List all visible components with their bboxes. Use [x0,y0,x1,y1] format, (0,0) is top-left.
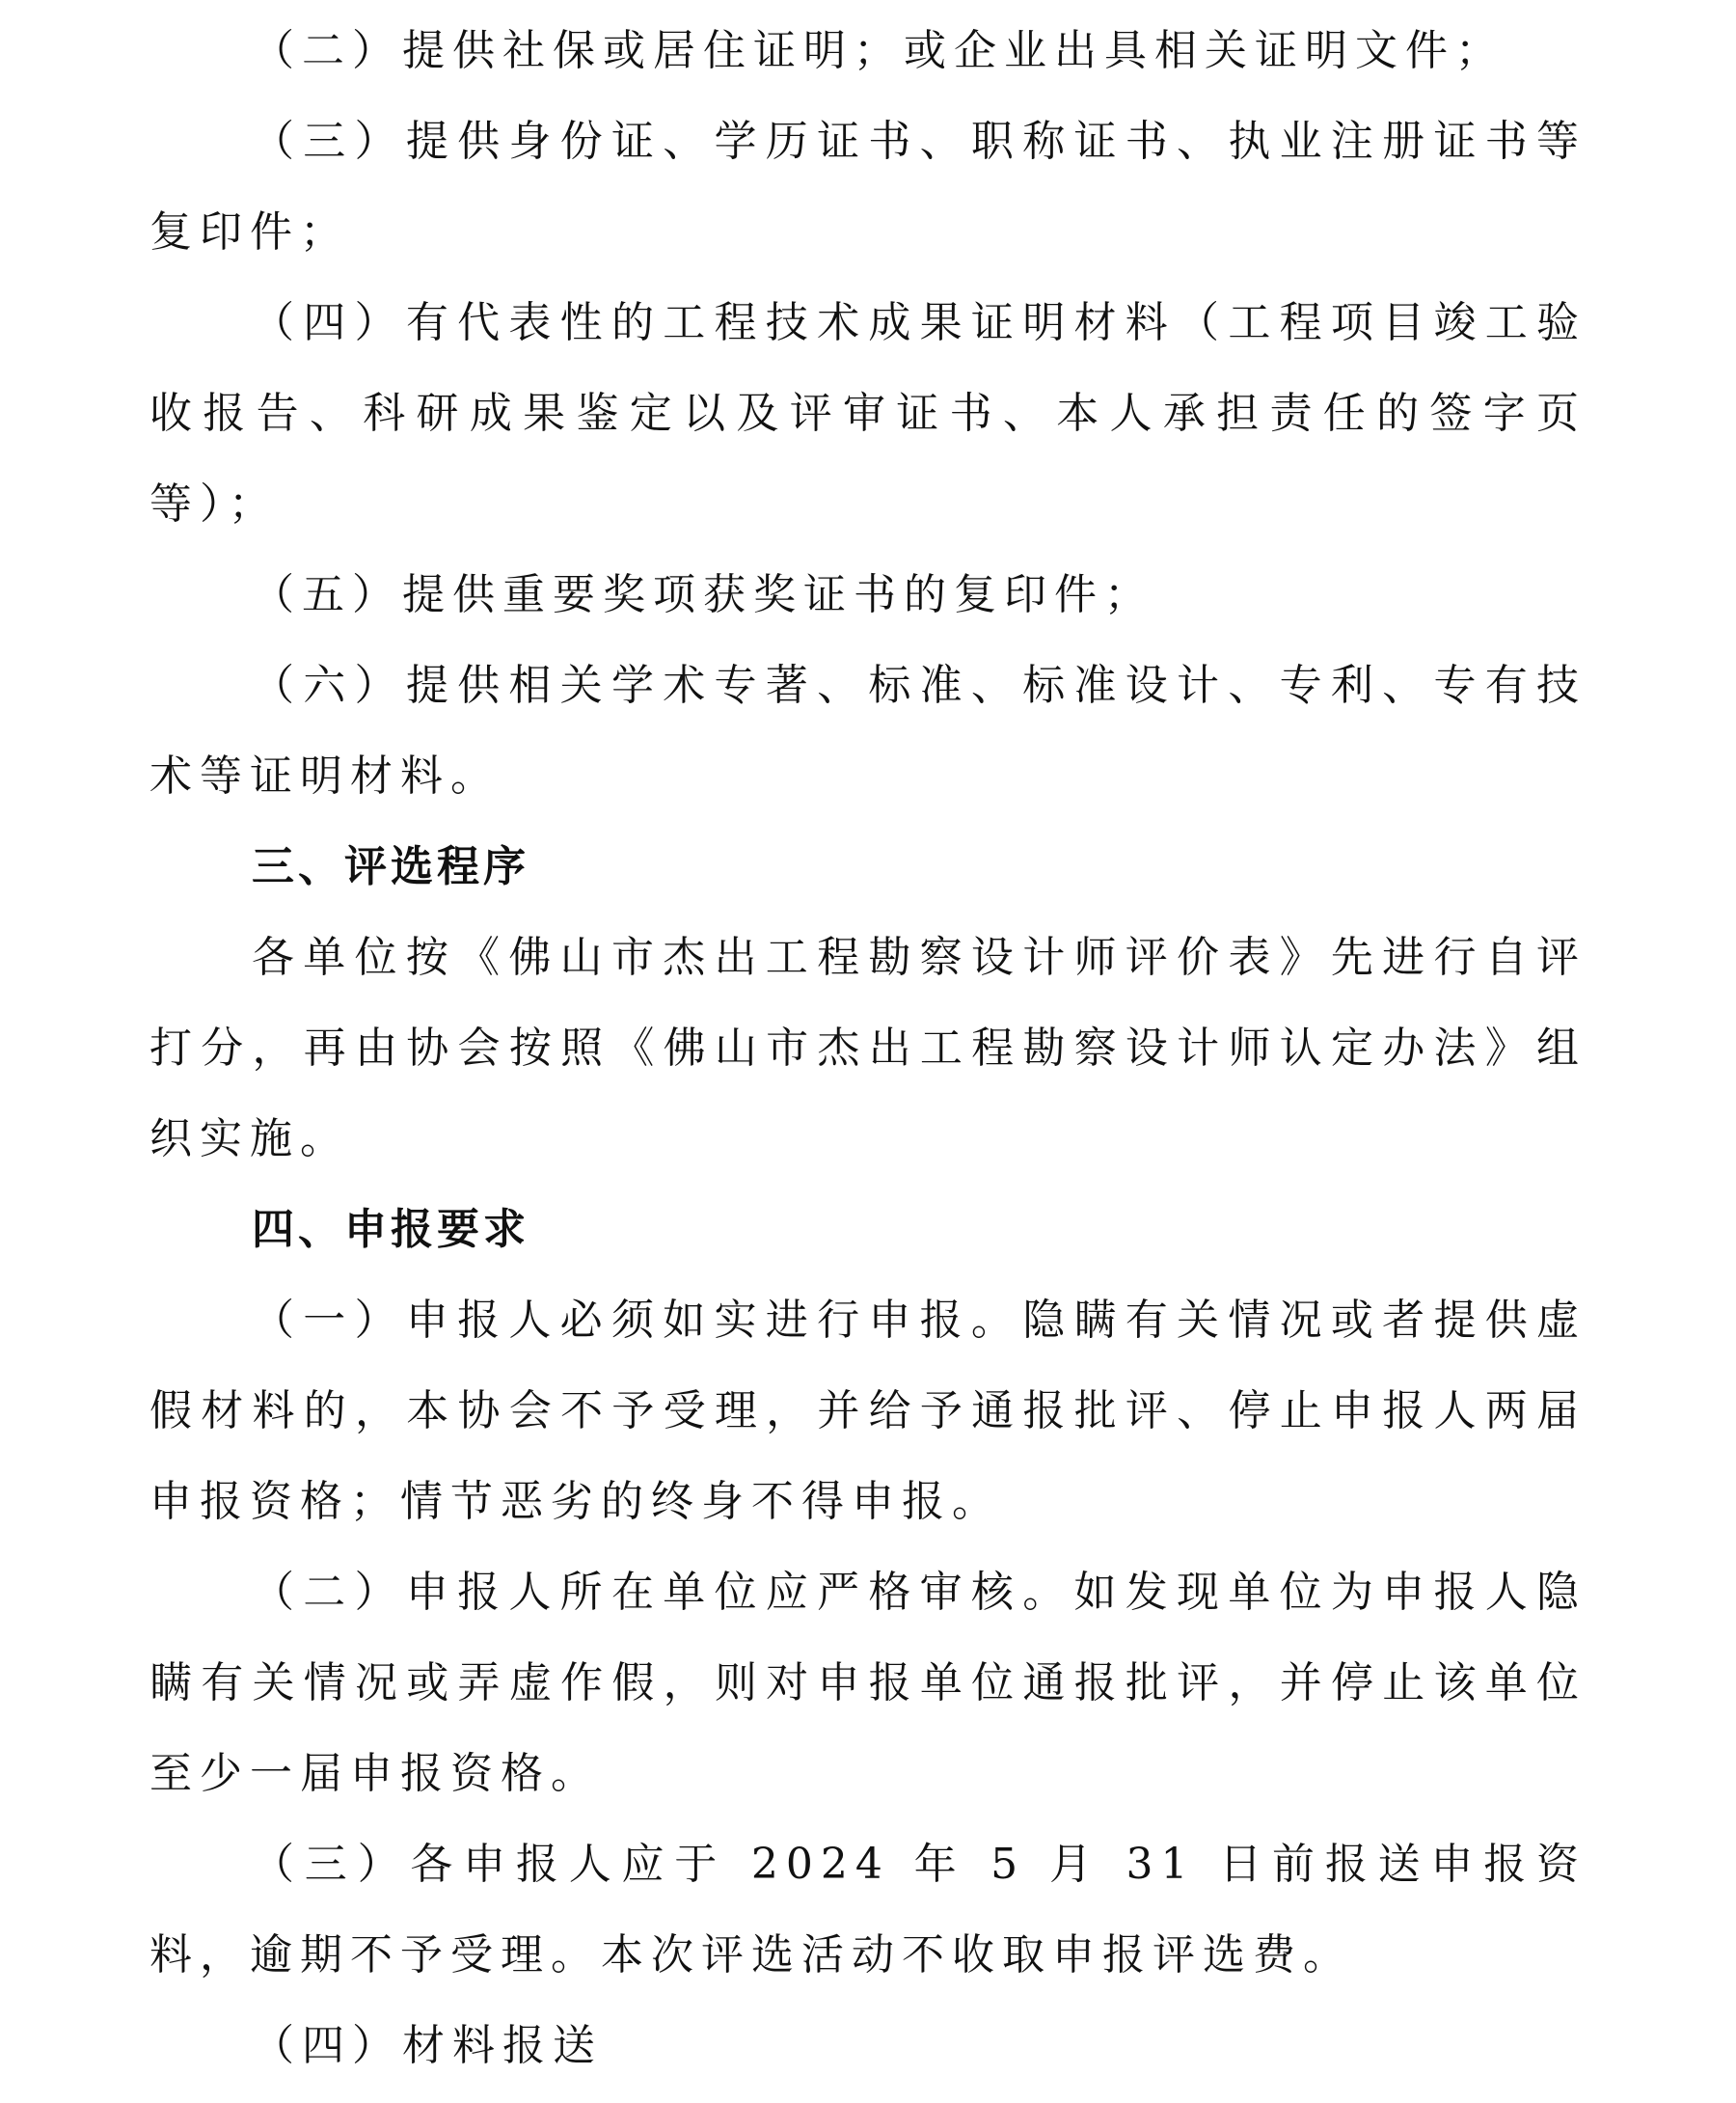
requirement-item-4: （四）材料报送 [252,2021,603,2070]
list-item-3: （三）提供身份证、学历证书、职称证书、执业注册证书等复印件； [149,117,1587,257]
section-heading-evaluation-procedure: 三、评选程序 [252,842,529,891]
requirement-item-2: （二）申报人所在单位应严格审核。如发现单位为申报人隐瞒有关情况或弄虚作假，则对申报单位通报批评，并停止该单位至少一届申报资格。 [149,1568,1587,1798]
list-item-4: （四）有代表性的工程技术成果证明材料（工程项目竣工验收报告、科研成果鉴定以及评审证书、本人承担责任的签字页等）； [149,298,1587,529]
body-paragraph: 各单位按《佛山市杰出工程勘察设计师评价表》先进行自评打分，再由协会按照《佛山市杰出工程勘察设计师认定办法》组织实施。 [149,933,1587,1163]
list-item-6: （六）提供相关学术专著、标准、标准设计、专利、专有技术等证明材料。 [149,661,1587,801]
document-body [149,6,1587,2091]
list-item-5: （五）提供重要奖项获奖证书的复印件； [252,570,1154,619]
list-item-2: （二）提供社保或居住证明；或企业出具相关证明文件； [252,26,1505,75]
requirement-item-3: （三）各申报人应于 2024 年 5 月 31 日前报送申报资料，逾期不予受理。本次评选活动不收取申报评选费。 [149,1840,1587,1980]
section-heading-application-requirements: 四、申报要求 [252,1205,529,1254]
requirement-item-1: （一）申报人必须如实进行申报。隐瞒有关情况或者提供虚假材料的，本协会不予受理，并给予通报批评、停止申报人两届申报资格；情节恶劣的终身不得申报。 [149,1296,1587,1526]
